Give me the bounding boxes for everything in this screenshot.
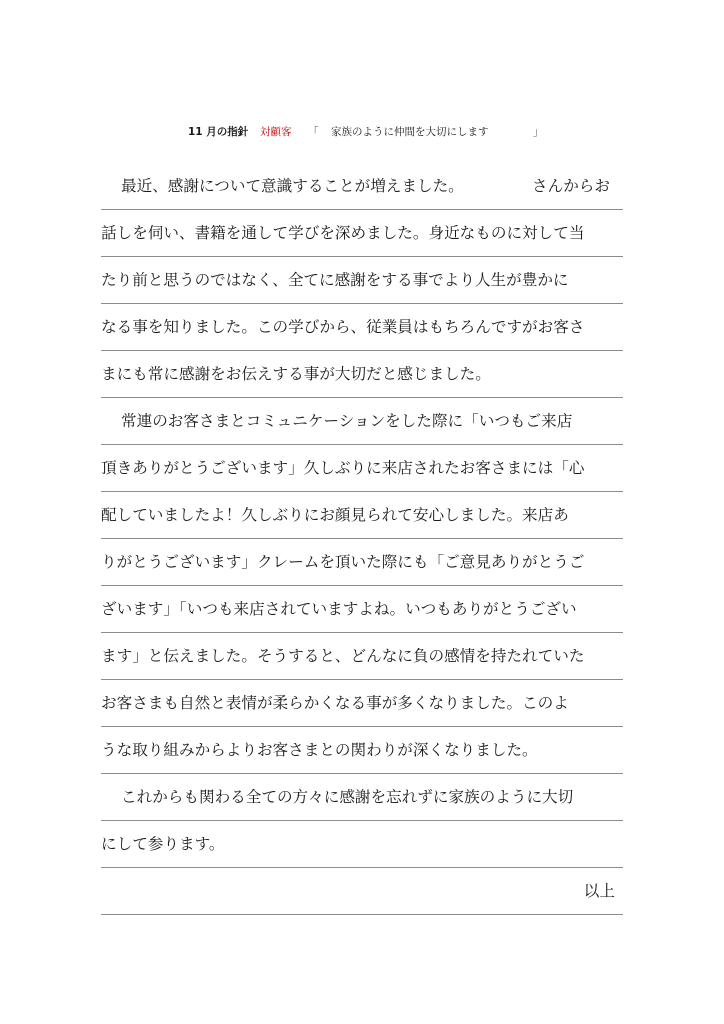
line-text: 最近、感謝について意識することが増えました。 [121,177,464,195]
text-line [101,774,623,821]
header-close-bracket: 」 [533,126,544,138]
line-text: 常連のお客さまとコミュニケーションをした際に「いつもご来店 [121,412,573,430]
line-text: りがとうございます」クレームを頂いた際にも「ご意見ありがとうご [101,553,585,571]
line-text: まにも常に感謝をお伝えする事が大切だと感じました。 [101,365,491,383]
line-text: ます」と伝えました。そうすると、どんなに負の感情を持たれていた [101,647,585,665]
text-line [101,257,623,304]
header-category: 対顧客 [260,126,292,138]
essay-body [101,163,623,915]
text-line [101,163,623,210]
line-text: お客さまも自然と表情が柔らかくなる事が多くなりました。このよ [101,694,569,712]
line-text: なる事を知りました。この学びから、従業員はもちろんですがお客さ [101,318,585,336]
line-text: たり前と思うのではなく、全てに感謝をする事でより人生が豊かに [101,271,569,289]
line-text: ざいます」「いつも来店されていますよね。いつもありがとうござい [101,600,577,618]
line-text: うな取り組みからよりお客さまとの関わりが深くなりました。 [101,741,538,759]
header-open-bracket: 「 [308,126,319,138]
header-month: 11 月の指針 [188,126,249,138]
closing-text: 以上 [583,882,615,900]
text-line [101,539,623,586]
line-text: これからも関わる全ての方々に感謝を忘れずに家族のように大切 [121,788,574,806]
text-line [101,492,623,539]
line-text: 配していましたよ！久しぶりにお顔見られて安心しました。来店あ [101,506,569,524]
line-text: にして参ります。 [101,835,225,853]
line-text: 頂きありがとうございます」久しぶりに来店されたお客さまには「心 [101,459,585,477]
line-text: さんからお [532,177,610,195]
closing-line [101,868,623,915]
text-line [101,633,623,680]
text-line [101,680,623,727]
text-line [101,210,623,257]
text-line [101,398,623,445]
text-line [101,821,623,868]
text-line [101,586,623,633]
text-line [101,727,623,774]
line-text: 話しを伺い、書籍を通して学びを深めました。身近なものに対して当 [101,224,585,242]
document-header [188,124,588,140]
text-line [101,445,623,492]
text-line [101,351,623,398]
text-line [101,304,623,351]
header-theme: 家族のように仲間を大切にします [331,126,489,138]
